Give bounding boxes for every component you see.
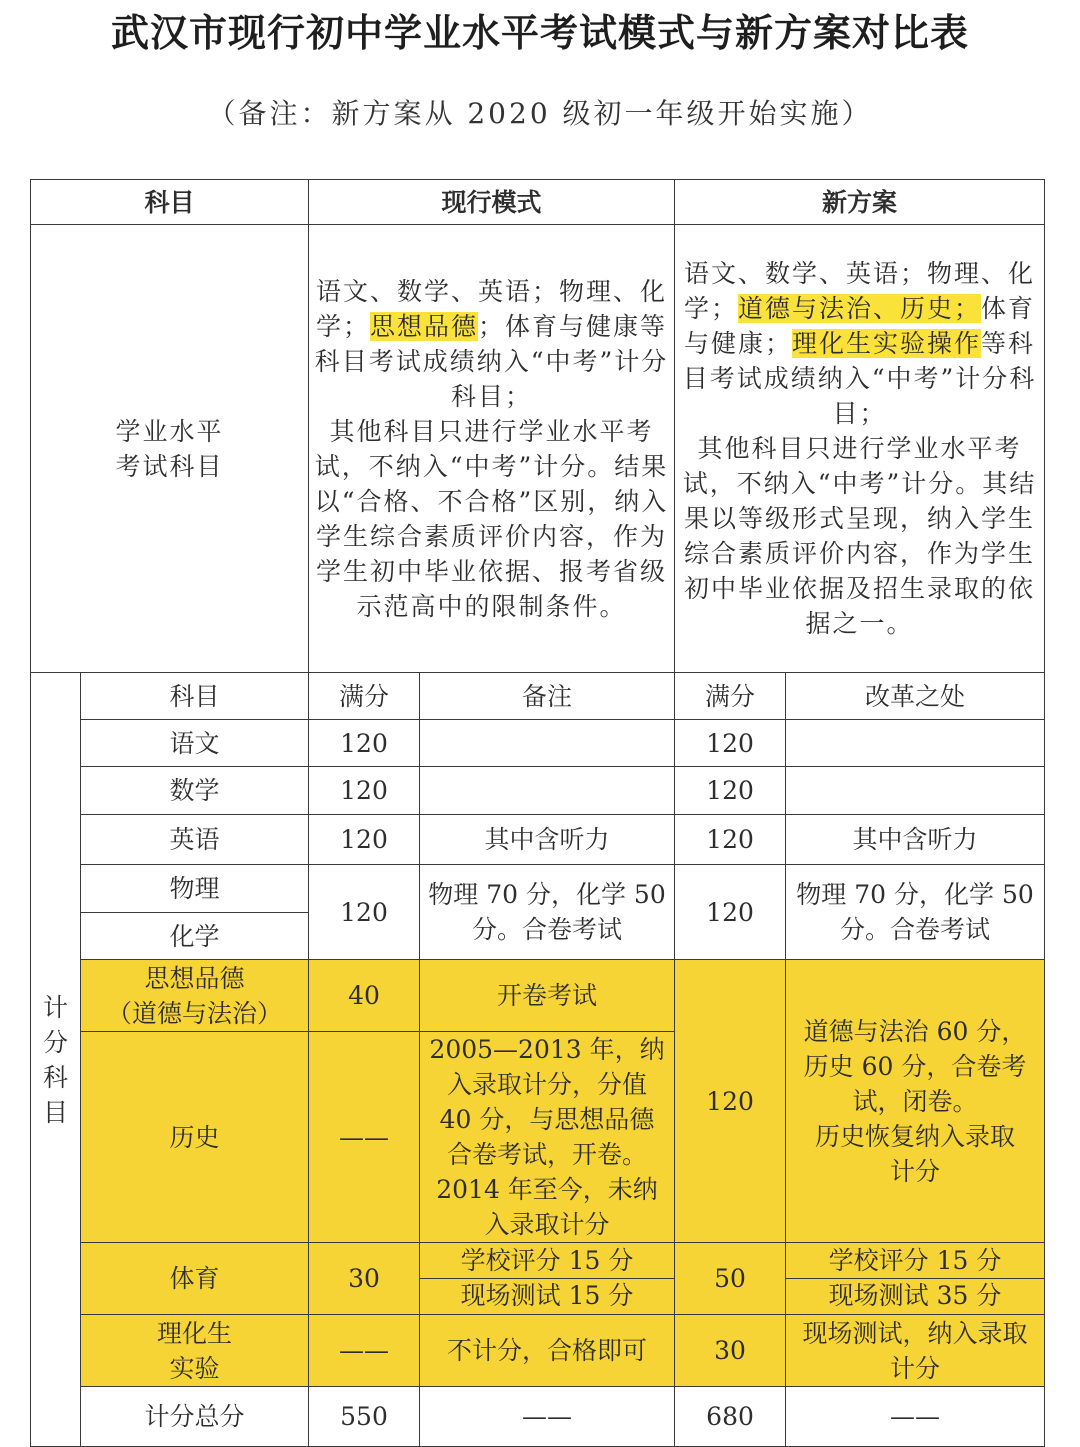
reform: 道德与法治 60 分， 历史 60 分，合卷考 试，闭卷。 历史恢复纳入录取 计分 [786,960,1045,1243]
table-row-highlighted [31,1243,1045,1315]
reform: 现场测试，纳入录取 计分 [786,1315,1045,1387]
table-row [31,720,1045,767]
remark [420,720,675,767]
subject-english: 英语 [81,815,309,865]
full-score-new: 120 [675,767,786,815]
reform: 学校评分 15 分 现场测试 35 分 [786,1243,1045,1315]
current-mode-description [309,225,675,673]
full-score-current: 120 [309,865,420,960]
header-current-mode: 现行模式 [309,180,675,225]
table-row [31,865,1045,913]
full-score-new: 120 [675,960,786,1243]
subject-lab: 理化生 实验 [81,1315,309,1387]
exam-subjects-label-line1: 学业水平 [115,416,224,446]
remark: 学校评分 15 分 现场测试 15 分 [420,1243,675,1315]
full-score-new: 680 [675,1387,786,1447]
reform: —— [786,1387,1045,1447]
table-row-highlighted [31,960,1045,1032]
highlight-morality: 思想品德 [370,311,479,341]
document-note: （备注：新方案从 2020 级初一年级开始实施） [207,97,873,130]
full-score-new: 50 [675,1243,786,1315]
col-full-score-current: 满分 [309,673,420,720]
full-score-new: 120 [675,815,786,865]
full-score-current: 120 [309,815,420,865]
exam-subjects-label-line2: 考试科目 [115,451,224,481]
scoring-header-row [31,673,1045,720]
subject-math: 数学 [81,767,309,815]
full-score-new: 120 [675,865,786,960]
full-score-current: 40 [309,960,420,1032]
highlight-law-history: 道德与法治、历史； [738,294,982,323]
subject-chinese: 语文 [81,720,309,767]
remark: 其中含听力 [420,815,675,865]
subject-morality: 思想品德 （道德与法治） [81,960,309,1032]
reform: 其中含听力 [786,815,1045,865]
exam-subjects-label [31,225,309,673]
full-score-current: 550 [309,1387,420,1447]
full-score-new: 30 [675,1315,786,1387]
new-plan-paragraph-1: 语文、数学、英语；物理、化学；道德与法治、历史；体育与健康；理化生实验操作等科目考试成绩纳入“中考”计分科目； [682,259,1037,428]
full-score-current: 120 [309,767,420,815]
col-reform: 改革之处 [786,673,1045,720]
remark: —— [420,1387,675,1447]
table-row [31,767,1045,815]
scoring-side-label: 计 分 科 目 [31,673,81,1447]
subject-physics: 物理 [81,865,309,913]
new-plan-description [675,225,1045,673]
remark [420,767,675,815]
header-subject: 科目 [31,180,309,225]
highlight-lab-operation: 理化生实验操作 [792,329,982,358]
comparison-table [30,179,1045,1447]
full-score-current: —— [309,1032,420,1243]
table-header-row [31,180,1045,225]
full-score-current: 120 [309,720,420,767]
full-score-current: 30 [309,1243,420,1315]
total-row [31,1387,1045,1447]
table-row-highlighted [31,1315,1045,1387]
col-full-score-new: 满分 [675,673,786,720]
exam-subjects-row [31,225,1045,673]
remark: 物理 70 分，化学 50 分。合卷考试 [420,865,675,960]
remark: 不计分，合格即可 [420,1315,675,1387]
current-mode-paragraph-1: 语文、数学、英语；物理、化学；思想品德；体育与健康等科目考试成绩纳入“中考”计分科目； [314,276,669,411]
reform [786,720,1045,767]
full-score-current: —— [309,1315,420,1387]
subject-pe: 体育 [81,1243,309,1315]
remark: 开卷考试 [420,960,675,1032]
header-new-plan: 新方案 [675,180,1045,225]
current-mode-paragraph-2: 其他科目只进行学业水平考试，不纳入“中考”计分。结果以“合格、不合格”区别，纳入学生综合素质评价内容，作为学生初中毕业依据、报考省级示范高中的限制条件。 [314,416,669,621]
full-score-new: 120 [675,720,786,767]
reform [786,767,1045,815]
reform: 物理 70 分，化学 50 分。合卷考试 [786,865,1045,960]
subject-total: 计分总分 [81,1387,309,1447]
subject-chemistry: 化学 [81,913,309,960]
remark: 2005—2013 年，纳 入录取计分，分值 40 分，与思想品德 合卷考试，开卷。 2014 年至今，未纳 入录取计分 [420,1032,675,1243]
subject-history: 历史 [81,1032,309,1243]
table-row [31,815,1045,865]
col-remark: 备注 [420,673,675,720]
document-title: 武汉市现行初中学业水平考试模式与新方案对比表 [110,11,969,55]
new-plan-paragraph-2: 其他科目只进行学业水平考试，不纳入“中考”计分。其结果以等级形式呈现，纳入学生综合素质评价内容，作为学生初中毕业依据及招生录取的依据之一。 [682,434,1037,638]
col-subject: 科目 [81,673,309,720]
